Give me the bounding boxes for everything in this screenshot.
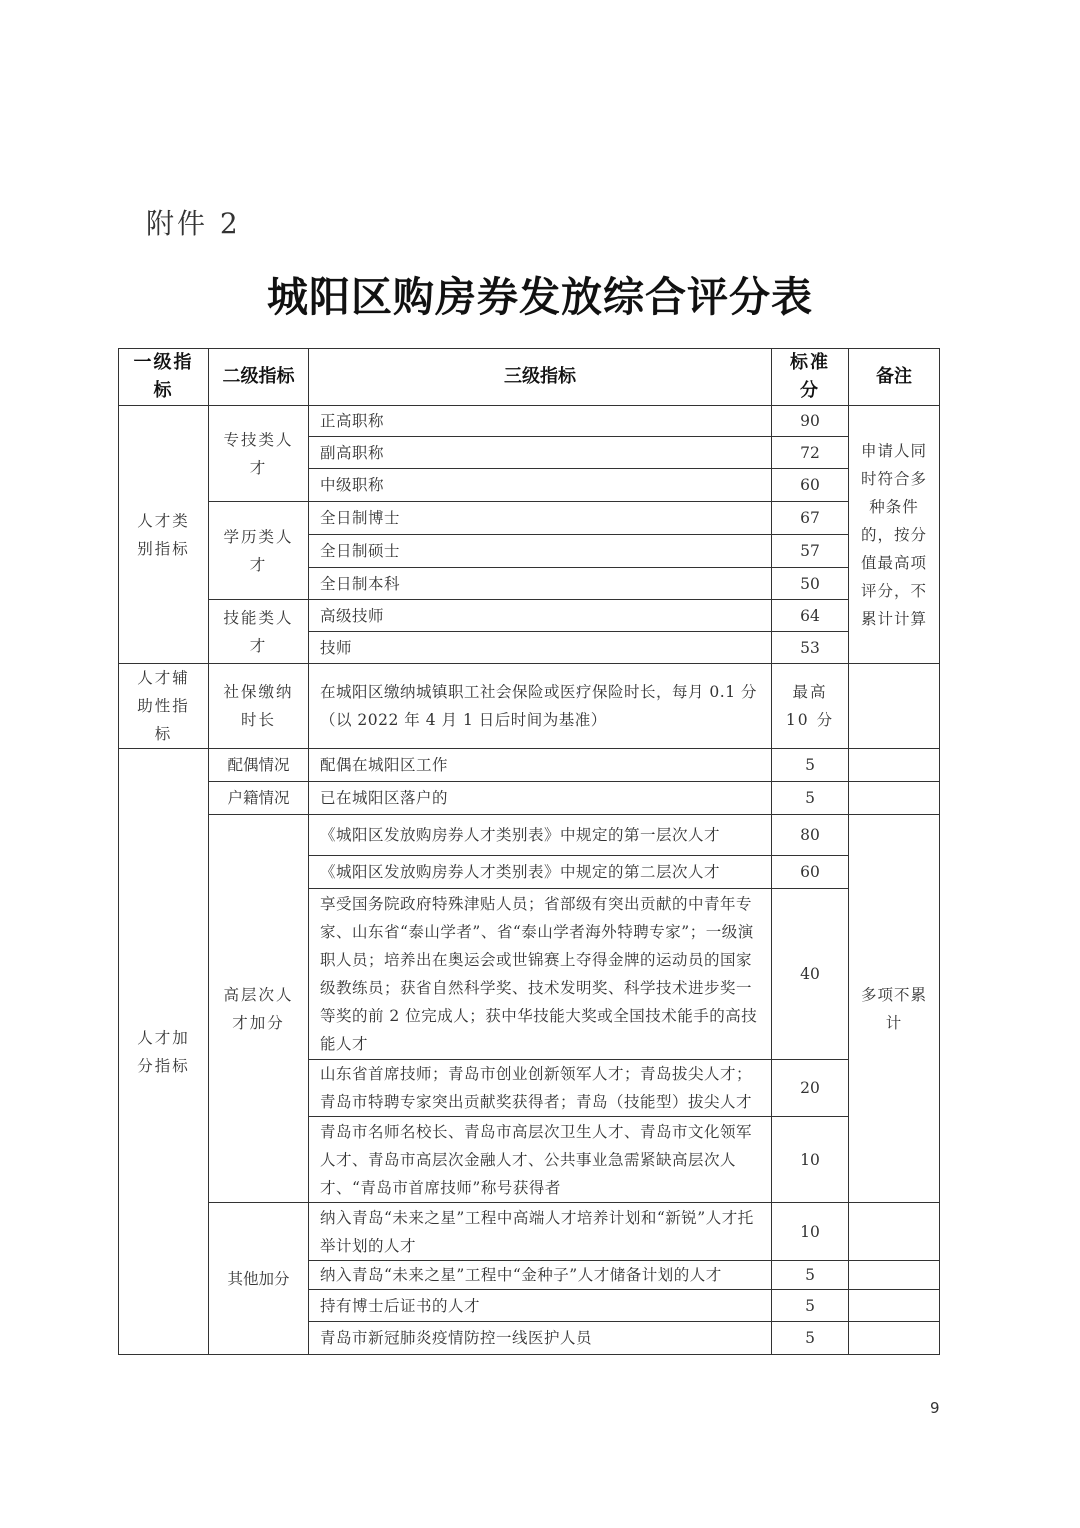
row-score: 5 [772, 1261, 849, 1290]
table-row [119, 749, 940, 782]
row-item: 在城阳区缴纳城镇职工社会保险或医疗保险时长，每月 0.1 分（以 2022 年 4 月 1 日后时间为基准） [309, 664, 772, 749]
score-table [118, 348, 940, 1355]
row-item: 持有博士后证书的人才 [309, 1290, 772, 1322]
row-score: 最高 10 分 [772, 664, 849, 749]
row-item: 副高职称 [309, 437, 772, 469]
header-score: 标准分 [772, 349, 849, 406]
header-level1: 一级指标 [119, 349, 209, 406]
subgroup-high-level: 高层次人才加分 [209, 815, 309, 1203]
page-title: 城阳区购房券发放综合评分表 [267, 273, 813, 321]
header-level3: 三级指标 [309, 349, 772, 406]
row-score: 5 [772, 1322, 849, 1355]
table-row [119, 664, 940, 749]
row-score: 40 [772, 889, 849, 1060]
row-item: 纳入青岛“未来之星”工程中高端人才培养计划和“新锐”人才托举计划的人才 [309, 1203, 772, 1261]
row-item: 高级技师 [309, 600, 772, 632]
row-item: 全日制硕士 [309, 535, 772, 568]
row-score: 5 [772, 1290, 849, 1322]
row-score: 20 [772, 1060, 849, 1117]
row-item: 技师 [309, 632, 772, 664]
table-row [119, 815, 940, 856]
table-header-row [119, 349, 940, 406]
subgroup-spouse: 配偶情况 [209, 749, 309, 782]
note-empty [849, 1203, 940, 1261]
row-score: 67 [772, 502, 849, 535]
row-item: 《城阳区发放购房券人才类别表》中规定的第一层次人才 [309, 815, 772, 856]
row-score: 10 [772, 1117, 849, 1203]
subgroup-education: 学历类人才 [209, 502, 309, 600]
row-item: 纳入青岛“未来之星”工程中“金种子”人才储备计划的人才 [309, 1261, 772, 1290]
row-score: 53 [772, 632, 849, 664]
row-score: 90 [772, 406, 849, 437]
note-high-level: 多项不累计 [849, 815, 940, 1203]
table-row [119, 502, 940, 535]
attachment-label: 附件 2 [146, 207, 241, 240]
row-score: 80 [772, 815, 849, 856]
table-row [119, 406, 940, 437]
row-item: 全日制本科 [309, 568, 772, 600]
row-item: 中级职称 [309, 469, 772, 502]
row-score: 50 [772, 568, 849, 600]
note-empty [849, 1290, 940, 1322]
subgroup-professional: 专技类人才 [209, 406, 309, 502]
row-item: 已在城阳区落户的 [309, 782, 772, 815]
note-category: 申请人同时符合多种条件的，按分值最高项评分，不累计计算 [849, 406, 940, 664]
group-talent-auxiliary: 人才辅助性指标 [119, 664, 209, 749]
table-row [119, 600, 940, 632]
note-empty [849, 1322, 940, 1355]
row-score: 60 [772, 856, 849, 889]
note-empty [849, 782, 940, 815]
row-score: 57 [772, 535, 849, 568]
row-item: 配偶在城阳区工作 [309, 749, 772, 782]
row-score: 64 [772, 600, 849, 632]
subgroup-skill: 技能类人才 [209, 600, 309, 664]
table-row [119, 782, 940, 815]
row-item: 山东省首席技师；青岛市创业创新领军人才；青岛拔尖人才；青岛市特聘专家突出贡献奖获得者；青岛（技能型）拔尖人才 [309, 1060, 772, 1117]
row-item: 享受国务院政府特殊津贴人员；省部级有突出贡献的中青年专家、山东省“泰山学者”、省“泰山学者海外特聘专家”；一级演职人员；培养出在奥运会或世锦赛上夺得金牌的运动员的国家级教练员；获省自然科学奖、技术发明奖、科学技术进步奖一等奖的前 2 位完成人；获中华技能大奖或全国技术能手的高技能人才 [309, 889, 772, 1060]
table-row [119, 1203, 940, 1261]
group-talent-bonus: 人才加分指标 [119, 749, 209, 1355]
row-item: 全日制博士 [309, 502, 772, 535]
row-item: 青岛市名师名校长、青岛市高层次卫生人才、青岛市文化领军人才、青岛市高层次金融人才、公共事业急需紧缺高层次人才、“青岛市首席技师”称号获得者 [309, 1117, 772, 1203]
row-item: 青岛市新冠肺炎疫情防控一线医护人员 [309, 1322, 772, 1355]
subgroup-other: 其他加分 [209, 1203, 309, 1355]
row-score: 10 [772, 1203, 849, 1261]
row-score: 5 [772, 782, 849, 815]
row-score: 5 [772, 749, 849, 782]
row-item: 正高职称 [309, 406, 772, 437]
note-empty [849, 749, 940, 782]
note-empty [849, 664, 940, 749]
group-talent-category: 人才类别指标 [119, 406, 209, 664]
header-note: 备注 [849, 349, 940, 406]
page-number: 9 [930, 1399, 940, 1417]
subgroup-social-security: 社保缴纳时长 [209, 664, 309, 749]
note-empty [849, 1261, 940, 1290]
row-score: 60 [772, 469, 849, 502]
subgroup-household: 户籍情况 [209, 782, 309, 815]
row-score: 72 [772, 437, 849, 469]
header-level2: 二级指标 [209, 349, 309, 406]
row-item: 《城阳区发放购房券人才类别表》中规定的第二层次人才 [309, 856, 772, 889]
